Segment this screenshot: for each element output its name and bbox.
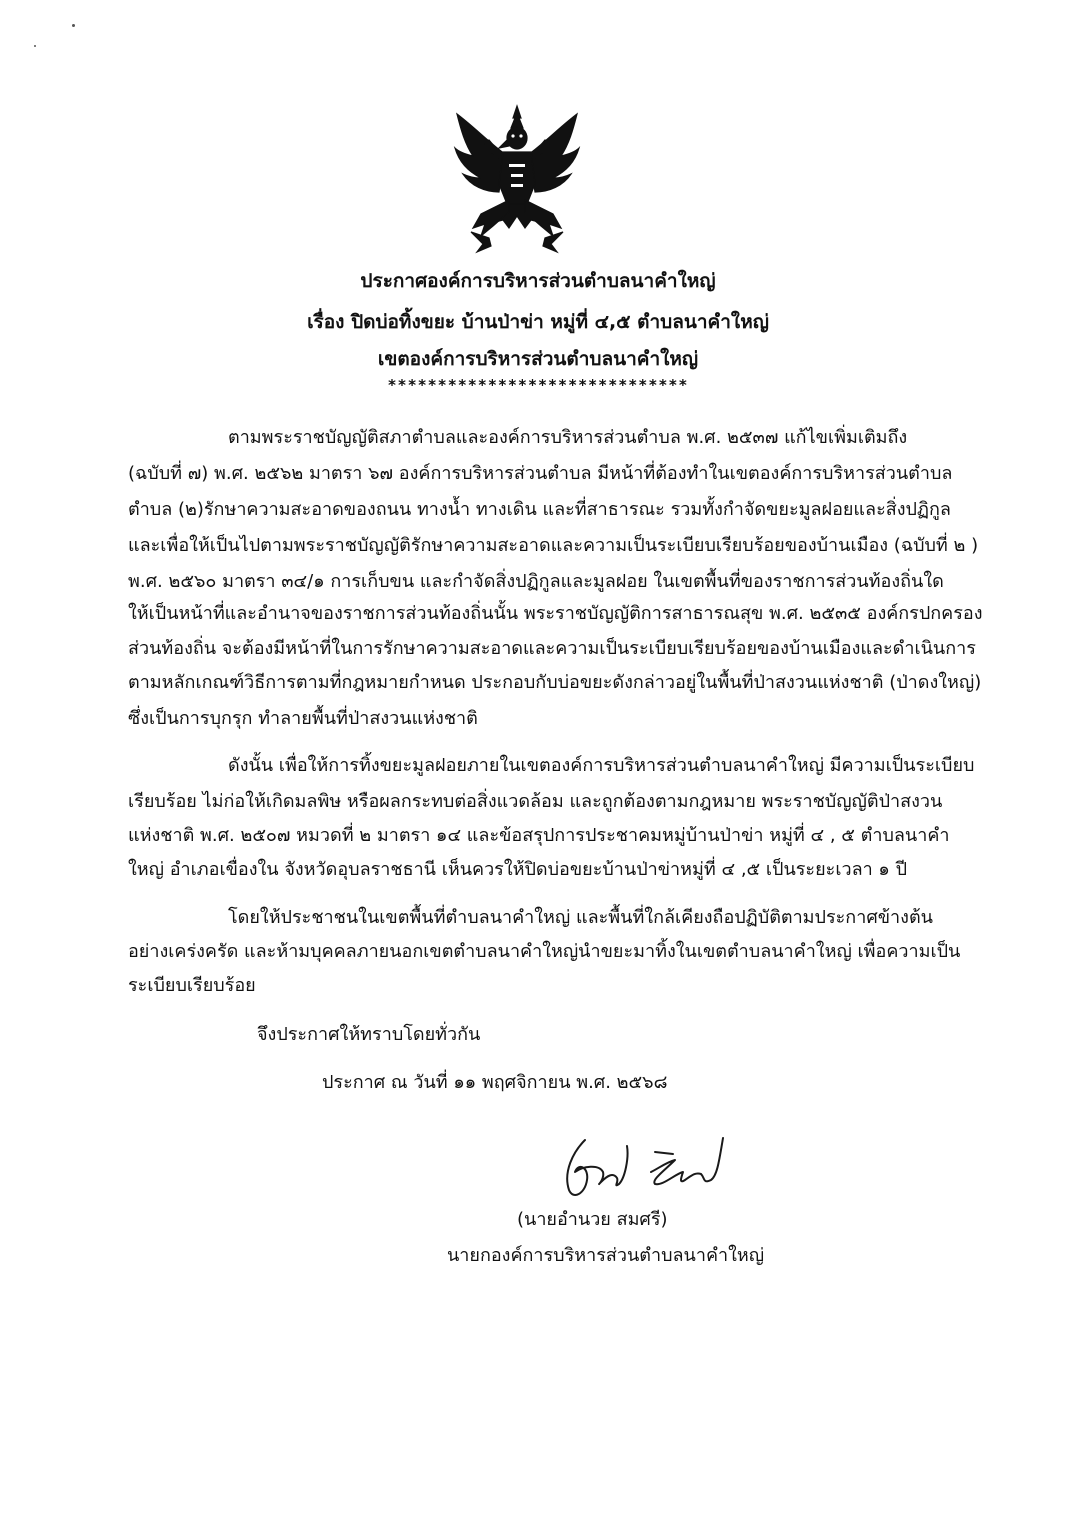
paragraph-1-line: และเพื่อให้เป็นไปตามพระราชบัญญัติรักษาความสะอาดและความเป็นระเบียบเรียบร้อยของบ้านเมือง (ฉบับที่ ๒ ) [128, 535, 979, 556]
signatory-name: (นายอำนวย สมศรี) [517, 1209, 668, 1230]
paragraph-2-line: ดังนั้น เพื่อให้การทิ้งขยะมูลฝอยภายในเขตองค์การบริหารส่วนตำบลนาคำใหญ่ มีความเป็นระเบียบ [228, 755, 975, 776]
paragraph-1-line: ส่วนท้องถิ่น จะต้องมีหน้าที่ในการรักษาความสะอาดและความเป็นระเบียบเรียบร้อยของบ้านเมืองและดำเนินการ [128, 638, 976, 659]
paragraph-2-line: เรียบร้อย ไม่ก่อให้เกิดมลพิษ หรือผลกระทบต่อสิ่งแวดล้อม และถูกต้องตามกฎหมาย พระราชบัญญัติป่าสงวน [128, 791, 943, 812]
paragraph-1-line: ให้เป็นหน้าที่และอำนาจของราชการส่วนท้องถิ่นนั้น พระราชบัญญัติการสาธารณสุข พ.ศ. ๒๕๓๕ องค์กรปกครอง [128, 603, 983, 624]
announcement-title: ประกาศองค์การบริหารส่วนตำบลนาคำใหญ่ [360, 270, 716, 292]
signatory-title: นายกองค์การบริหารส่วนตำบลนาคำใหญ่ [447, 1245, 765, 1266]
paragraph-1-line: พ.ศ. ๒๕๖๐ มาตรา ๓๔/๑ การเก็บขน และกำจัดสิ่งปฏิกูลและมูลฝอย ในเขตพื้นที่ของราชการส่วนท้องถิ่นใด [128, 571, 944, 592]
paragraph-2-line: ใหญ่ อำเภอเขื่องใน จังหวัดอุบลราชธานี เห็นควรให้ปิดบ่อขยะบ้านป่าข่าหมู่ที่ ๔ ,๕ เป็นระยะเวลา ๑ ปี [128, 859, 908, 880]
garuda-emblem-icon [451, 104, 583, 254]
closing-statement: จึงประกาศให้ทราบโดยทั่วกัน [257, 1024, 481, 1045]
paragraph-2-line: แห่งชาติ พ.ศ. ๒๕๐๗ หมวดที่ ๒ มาตรา ๑๔ และข้อสรุปการประชาคมหมู่บ้านป่าข่า หมู่ที่ ๔ , ๕ ตำบลนาคำ [128, 825, 950, 846]
paragraph-3-line: ระเบียบเรียบร้อย [128, 975, 256, 996]
paragraph-3-line: โดยให้ประชาชนในเขตพื้นที่ตำบลนาคำใหญ่ และพื้นที่ใกล้เคียงถือปฏิบัติตามประกาศข้างต้น [228, 907, 933, 928]
paragraph-1-line: ซึ่งเป็นการบุกรุก ทำลายพื้นที่ป่าสงวนแห่งชาติ [128, 708, 478, 729]
paragraph-3-line: อย่างเคร่งครัด และห้ามบุคคลภายนอกเขตตำบลนาคำใหญ่นำขยะมาทิ้งในเขตตำบลนาคำใหญ่ เพื่อความเป็น [128, 941, 961, 962]
announcement-area: เขตองค์การบริหารส่วนตำบลนาคำใหญ่ [377, 348, 699, 370]
scan-speck [72, 24, 75, 27]
announcement-date: ประกาศ ณ วันที่ ๑๑ พฤศจิกายน พ.ศ. ๒๕๖๘ [322, 1072, 668, 1093]
scan-speck [34, 45, 36, 47]
paragraph-1-line: ตำบล (๒)รักษาความสะอาดของถนน ทางน้ำ ทางเดิน และที่สาธารณะ รวมทั้งกำจัดขยะมูลฝอยและสิ่งปฏิกูล [128, 499, 951, 520]
header-divider-stars: ****************************** [387, 376, 689, 394]
announcement-subject: เรื่อง ปิดบ่อทิ้งขยะ บ้านป่าข่า หมู่ที่ ๔,๕ ตำบลนาคำใหญ่ [307, 311, 769, 333]
paragraph-1-line: ตามหลักเกณฑ์วิธีการตามที่กฎหมายกำหนด ประกอบกับบ่อขยะดังกล่าวอยู่ในพื้นที่ป่าสงวนแห่งชาติ (ป่าดงใหญ่) [128, 672, 982, 693]
handwritten-signature [555, 1132, 745, 1204]
paragraph-1-line: ตามพระราชบัญญัติสภาตำบลและองค์การบริหารส่วนตำบล พ.ศ. ๒๕๓๗ แก้ไขเพิ่มเติมถึง [228, 427, 908, 448]
paragraph-1-line: (ฉบับที่ ๗) พ.ศ. ๒๕๖๒ มาตรา ๖๗ องค์การบริหารส่วนตำบล มีหน้าที่ต้องทำในเขตองค์การบริหารส่วนตำบล [128, 463, 953, 484]
